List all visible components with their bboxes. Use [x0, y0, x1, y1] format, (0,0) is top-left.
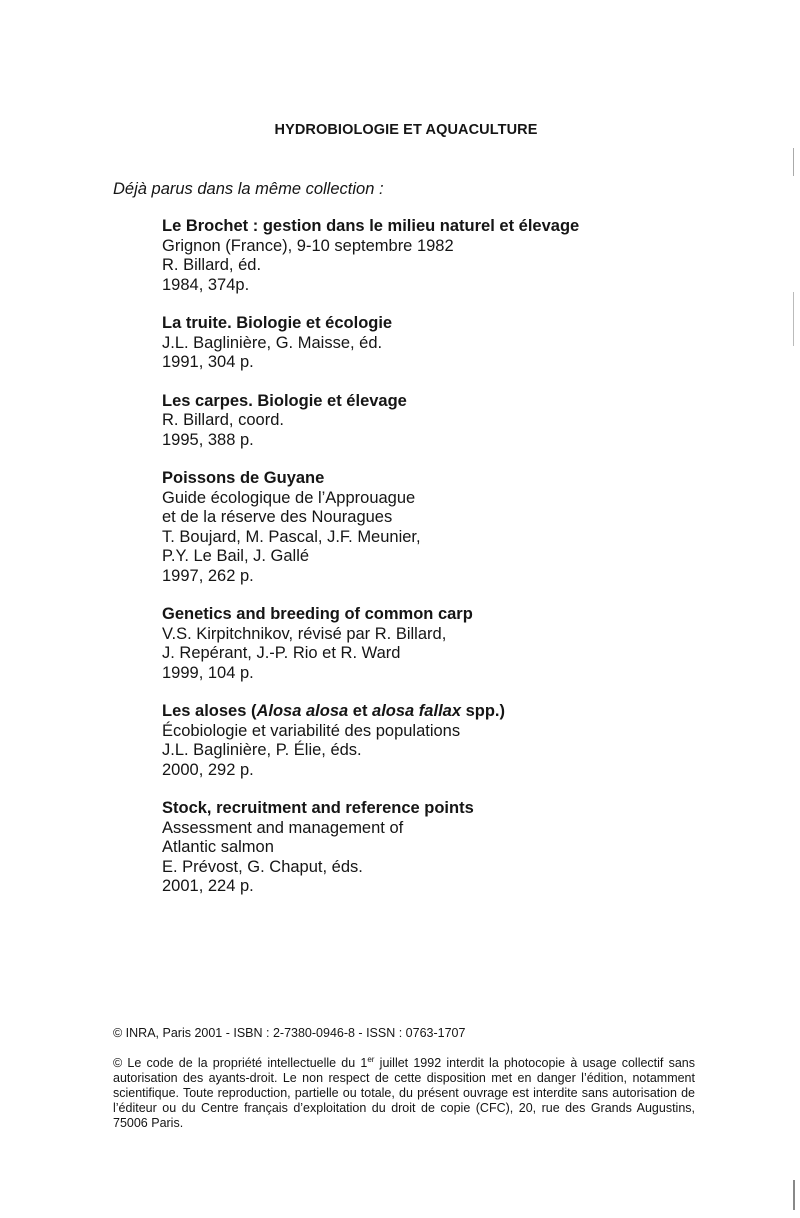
book-line: 1995, 388 p.	[162, 430, 254, 449]
book-title: Le Brochet : gestion dans le milieu naturel et élevage	[162, 217, 580, 235]
series-title: HYDROBIOLOGIE ET AQUACULTURE	[274, 122, 538, 138]
book-line: T. Boujard, M. Pascal, J.F. Meunier,	[162, 527, 421, 546]
book-line: V.S. Kirpitchnikov, révisé par R. Billard,	[162, 624, 447, 643]
legal-text: © Le code de la propriété intellectuelle du 1	[113, 1056, 368, 1070]
title-part: et	[348, 702, 373, 720]
species-name: Alosa alosa	[256, 702, 349, 720]
book-line: J. Repérant, J.-P. Rio et R. Ward	[162, 644, 401, 662]
scan-artifact	[793, 1180, 795, 1210]
species-name: alosa fallax	[372, 702, 462, 720]
book-line: 1991, 304 p.	[162, 353, 254, 371]
book-line: 2001, 224 p.	[162, 877, 254, 895]
book-entry	[162, 469, 762, 586]
book-line: 1984, 374p.	[162, 275, 250, 294]
scan-artifact	[793, 148, 794, 176]
legal-superscript: er	[367, 1054, 375, 1064]
book-line: 1997, 262 p.	[162, 566, 254, 585]
book-line: R. Billard, coord.	[162, 411, 284, 429]
book-title	[162, 702, 762, 722]
title-part: Les aloses (	[162, 702, 257, 720]
book-line: E. Prévost, G. Chaput, éds.	[162, 857, 363, 876]
book-entry	[162, 314, 762, 373]
book-entry	[162, 702, 762, 780]
book-line: 2000, 292 p.	[162, 760, 254, 779]
book-line: Assessment and management of	[162, 818, 404, 837]
book-line: P.Y. Le Bail, J. Gallé	[162, 547, 310, 565]
book-entry	[162, 392, 762, 451]
book-line: J.L. Baglinière, P. Élie, éds.	[162, 741, 362, 759]
book-title: Stock, recruitment and reference points	[162, 799, 474, 817]
book-line: Guide écologique de l’Approuague	[162, 488, 416, 507]
collection-intro: Déjà parus dans la même collection :	[113, 180, 384, 198]
book-entry	[162, 799, 762, 897]
book-list	[162, 217, 762, 916]
legal-notice	[113, 1056, 695, 1131]
book-title: La truite. Biologie et écologie	[162, 314, 393, 332]
copyright-line: © INRA, Paris 2001 - ISBN : 2-7380-0946-8 - ISSN : 0763-1707	[113, 1026, 466, 1040]
book-entry	[162, 217, 762, 295]
book-line: Grignon (France), 9-10 septembre 1982	[162, 236, 454, 255]
book-title: Genetics and breeding of common carp	[162, 605, 473, 623]
book-line: 1999, 104 p.	[162, 663, 254, 682]
book-line: Atlantic salmon	[162, 838, 274, 856]
book-entry	[162, 605, 762, 683]
title-part: spp.)	[461, 702, 506, 720]
legal-text: juillet 1992 interdit la photocopie à usage collectif sans autorisation des ayants-droit. Le non respect de cette disposition met en danger l’édition, notamment scientifique. Toute reproduction, partielle ou totale, du présent ouvrage est interdite sans autorisation de l’éditeur ou du Centre français d’exploitation du droit de copie (CFC), 20, rue des Grands Augustins, 75006 Paris.	[113, 1056, 695, 1130]
book-line: et de la réserve des Nouragues	[162, 508, 393, 526]
book-line: R. Billard, éd.	[162, 256, 262, 274]
book-title: Poissons de Guyane	[162, 469, 325, 487]
book-line: J.L. Baglinière, G. Maisse, éd.	[162, 333, 383, 352]
book-title: Les carpes. Biologie et élevage	[162, 391, 407, 410]
scan-artifact	[793, 292, 794, 346]
book-line: Écobiologie et variabilité des populations	[162, 721, 461, 740]
